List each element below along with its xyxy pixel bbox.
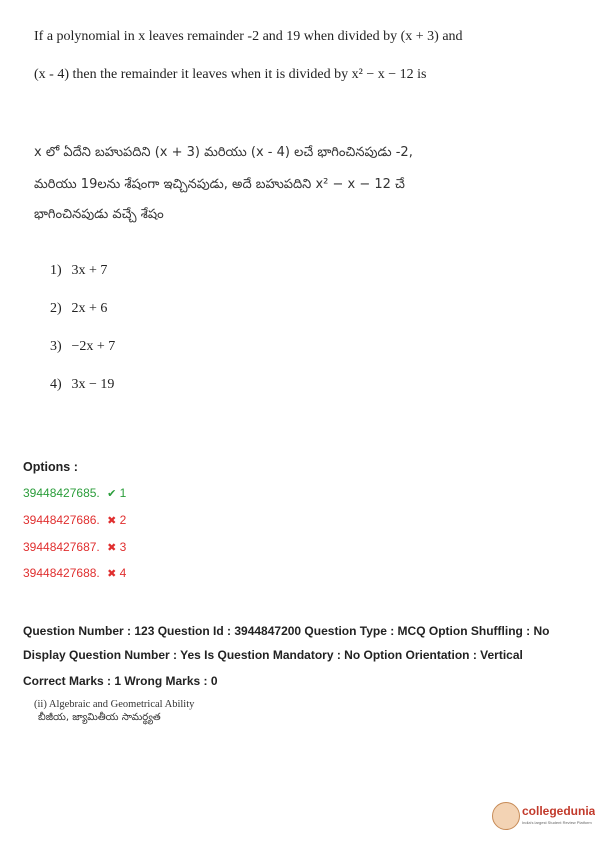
choice-number: 3) [50, 339, 62, 354]
option-row-4 [23, 566, 126, 580]
choice-number: 2) [50, 301, 62, 316]
option-label: 1 [119, 486, 127, 500]
choice-text: −2x + 7 [71, 339, 116, 354]
choice-text: 2x + 6 [71, 301, 108, 316]
question-meta-line-2: Display Question Number : Yes Is Question Mandatory : No Option Orientation : Vertical [23, 648, 523, 662]
options-heading: Options : [23, 460, 78, 474]
question-english-line-1: If a polynomial in x leaves remainder -2 and 19 when divided by (x + 3) and [34, 29, 463, 44]
question-meta-line-1: Question Number : 123 Question Id : 3944847200 Question Type : MCQ Option Shuffling : No [23, 624, 550, 638]
logo-name: collegedunia [522, 804, 595, 818]
option-id: 39448427688. [23, 566, 100, 580]
option-row-2 [23, 513, 126, 527]
logo-tagline: India's largest Student Review Platform [522, 820, 592, 825]
option-id: 39448427686. [23, 513, 100, 527]
choice-4 [50, 377, 114, 393]
question-meta-line-3: Correct Marks : 1 Wrong Marks : 0 [23, 674, 218, 688]
choice-text: 3x + 7 [71, 263, 108, 278]
collegedunia-logo [492, 800, 595, 832]
section-title-english: (ii) Algebraic and Geometrical Ability [34, 699, 195, 710]
logo-mascot-icon [492, 802, 520, 830]
question-english-line-2: (x - 4) then the remainder it leaves when it is divided by x² − x − 12 is [34, 67, 427, 82]
question-telugu-line-1: x లో ఏదేని బహుపదిని (x + 3) మరియు (x - 4) లచే భాగించినపుడు -2, [34, 145, 413, 160]
choice-3 [50, 339, 115, 355]
option-row-3 [23, 540, 126, 554]
choice-number: 4) [50, 377, 62, 392]
option-label: 4 [119, 566, 127, 580]
option-id: 39448427687. [23, 540, 100, 554]
question-telugu-line-3: భాగించినపుడు వచ్చే శేషం [34, 207, 164, 222]
section-title-telugu: బీజీయ, జ్యామితీయ సామర్థ్యత [38, 712, 161, 723]
choice-number: 1) [50, 263, 62, 278]
cross-icon: ✖ [107, 515, 117, 527]
choice-2 [50, 301, 107, 317]
option-label: 3 [119, 540, 127, 554]
choice-text: 3x − 19 [71, 377, 115, 392]
question-telugu-line-2: మరియు 19లను శేషంగా ఇచ్చినపుడు, అదే బహుపదిని x² − x − 12 చే [34, 177, 405, 192]
cross-icon: ✖ [107, 542, 117, 554]
cross-icon: ✖ [107, 568, 117, 580]
option-id: 39448427685. [23, 486, 100, 500]
option-label: 2 [119, 513, 127, 527]
choice-1 [50, 263, 107, 279]
check-icon: ✔ [107, 488, 117, 500]
option-row-1 [23, 486, 126, 500]
